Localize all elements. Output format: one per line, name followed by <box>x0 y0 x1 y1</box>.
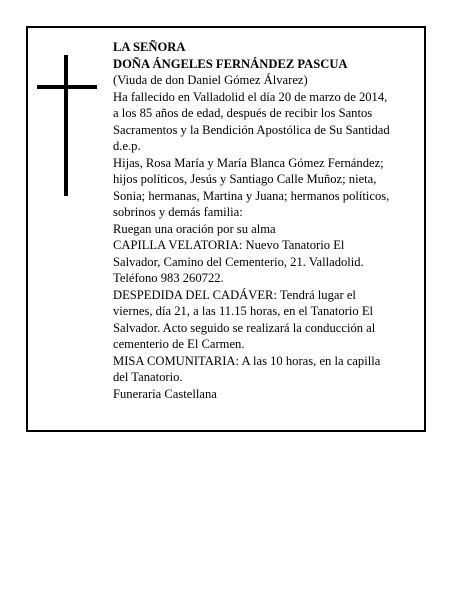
death-line-1: Ha fallecido en Valladolid el día 20 de marzo de 2014, <box>113 89 388 104</box>
funeral-home: Funeraria Castellana <box>113 386 217 401</box>
mass-line-1: MISA COMUNITARIA: A las 10 horas, en la capilla <box>113 353 381 368</box>
chapel-line-3: Teléfono 983 260722. <box>113 271 224 285</box>
obituary-text <box>113 39 418 402</box>
farewell-line-3: Salvador. Acto seguido se realizará la conducción al <box>113 320 376 335</box>
family-line-2: hijos políticos, Jesús y Santiago Calle Muñoz; nieta, <box>113 172 377 186</box>
widow-of: (Viuda de don Daniel Gómez Álvarez) <box>113 73 308 87</box>
family-line-3: Sonia; hermanas, Martina y Juana; hermanos políticos, <box>113 188 390 203</box>
prayer-request: Ruegan una oración por su alma <box>113 221 276 236</box>
farewell-line-1: DESPEDIDA DEL CADÁVER: Tendrá lugar el <box>113 287 356 302</box>
chapel-line-1: CAPILLA VELATORIA: Nuevo Tanatorio El <box>113 238 345 252</box>
death-line-2: a los 85 años de edad, después de recibir los Santos <box>113 106 373 120</box>
chapel-line-2: Salvador, Camino del Cementerio, 21. Valladolid. <box>113 254 364 269</box>
mass-line-2: del Tanatorio. <box>113 370 183 384</box>
deceased-name: DOÑA ÁNGELES FERNÁNDEZ PASCUA <box>113 56 348 71</box>
cross-vertical-bar <box>64 55 68 196</box>
farewell-line-4: cementerio de El Carmen. <box>113 337 245 351</box>
death-line-3: Sacramentos y la Bendición Apostólica de Su Santidad <box>113 122 390 137</box>
farewell-line-2: viernes, día 21, a las 11.15 horas, en el Tanatorio El <box>113 304 374 318</box>
death-line-4: d.e.p. <box>113 139 141 153</box>
family-line-4: sobrinos y demás familia: <box>113 205 243 219</box>
cross-horizontal-bar <box>37 85 97 89</box>
honorific: LA SEÑORA <box>113 40 186 54</box>
family-line-1: Hijas, Rosa María y María Blanca Gómez Fernández; <box>113 155 384 170</box>
